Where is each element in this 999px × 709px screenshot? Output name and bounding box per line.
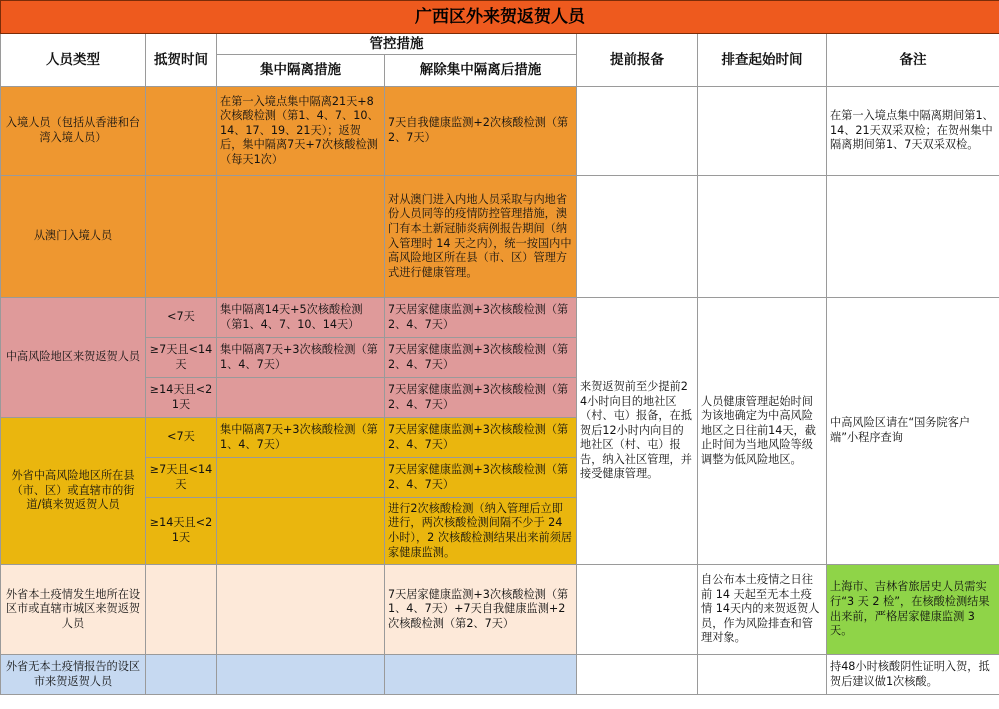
isolation-cell: 集中隔离14天+5次核酸检测（第1、4、7、10、14天） (217, 298, 385, 338)
person-type-cell: 从澳门入境人员 (1, 176, 146, 298)
header-after-isolation: 解除集中隔离后措施 (385, 55, 577, 87)
after-isolation-cell: 进行2次核酸检测（纳入管理后立即进行，两次核酸检测间隔不少于 24 小时），2 次核酸检测结果出来前须居家健康监测。 (385, 498, 577, 565)
report-cell (577, 565, 698, 655)
arrival-time-cell: ≥7天且<14天 (146, 458, 217, 498)
shared-start-time-cell: 人员健康管理起始时间为该地确定为中高风险地区之日往前14天，截止时间为当地风险等级调整为低风险地区。 (698, 298, 827, 565)
header-remarks: 备注 (827, 34, 999, 87)
arrival-time-cell (146, 87, 217, 176)
person-type-cell: 中高风险地区来贺返贺人员 (1, 298, 146, 418)
arrival-time-cell: <7天 (146, 298, 217, 338)
isolation-cell: 集中隔离7天+3次核酸检测（第1、4、7天） (217, 418, 385, 458)
person-type-cell: 外省无本土疫情报告的设区市来贺返贺人员 (1, 655, 146, 695)
report-cell (577, 176, 698, 298)
header-centralized-isolation: 集中隔离措施 (217, 55, 385, 87)
start-time-cell (698, 655, 827, 695)
table-row (1, 565, 999, 655)
arrival-time-cell: ≥14天且<21天 (146, 378, 217, 418)
table-row (1, 176, 999, 298)
isolation-cell (217, 498, 385, 565)
arrival-time-cell (146, 655, 217, 695)
arrival-time-cell: <7天 (146, 418, 217, 458)
after-isolation-cell: 7天居家健康监测+3次核酸检测（第1、4、7天）+7天自我健康监测+2次核酸检测（第2、7天） (385, 565, 577, 655)
header-advance-report: 提前报备 (577, 34, 698, 87)
person-type-cell: 外省本土疫情发生地所在设区市或直辖市城区来贺返贺人员 (1, 565, 146, 655)
start-time-cell: 自公布本土疫情之日往前 14 天起至无本土疫情 14天内的来贺返贺人员，作为风险排查和管理对象。 (698, 565, 827, 655)
remark-cell (827, 176, 999, 298)
report-cell (577, 655, 698, 695)
isolation-cell (217, 458, 385, 498)
person-type-cell: 入境人员（包括从香港和台湾入境人员） (1, 87, 146, 176)
start-time-cell (698, 87, 827, 176)
after-isolation-cell (385, 655, 577, 695)
after-isolation-cell: 7天自我健康监测+2次核酸检测（第2、7天） (385, 87, 577, 176)
shared-remark-cell: 中高风险区请在“国务院客户端”小程序查询 (827, 298, 999, 565)
after-isolation-cell: 7天居家健康监测+3次核酸检测（第2、4、7天） (385, 338, 577, 378)
isolation-cell (217, 565, 385, 655)
remark-cell: 上海市、吉林省旅居史人员需实行“3 天 2 检”，在核酸检测结果出来前，严格居家健康监测 3 天。 (827, 565, 999, 655)
after-isolation-cell: 7天居家健康监测+3次核酸检测（第2、4、7天） (385, 378, 577, 418)
after-isolation-cell: 对从澳门进入内地人员采取与内地省份人员同等的疫情防控管理措施，澳门有本土新冠肺炎病例报告期间（纳入管理时 14 天之内），统一按国内中高风险地区所在县（市、区）管理方式进行健康管理。 (385, 176, 577, 298)
shared-report-cell: 来贺返贺前至少提前24小时向目的地社区（村、屯）报备，在抵贺后12小时内向目的地社区（村、屯）报告，纳入社区管理，并接受健康管理。 (577, 298, 698, 565)
table-title: 广西区外来贺返贺人员 (1, 1, 999, 34)
isolation-cell (217, 655, 385, 695)
header-arrival-time: 抵贺时间 (146, 34, 217, 87)
arrival-time-cell: ≥7天且<14天 (146, 338, 217, 378)
arrival-time-cell (146, 176, 217, 298)
table-row (1, 87, 999, 176)
arrival-time-cell (146, 565, 217, 655)
isolation-cell: 集中隔离7天+3次核酸检测（第1、4、7天） (217, 338, 385, 378)
person-type-cell: 外省中高风险地区所在县（市、区）或直辖市的街道/镇来贺返贺人员 (1, 418, 146, 565)
remark-cell: 在第一入境点集中隔离期间第1、14、21天双采双检；在贺州集中隔离期间第1、7天双采双检。 (827, 87, 999, 176)
isolation-cell (217, 378, 385, 418)
table-row (1, 298, 999, 338)
isolation-cell: 在第一入境点集中隔离21天+8次核酸检测（第1、4、7、10、14、17、19、21天）；返贺后，集中隔离7天+7次核酸检测（每天1次） (217, 87, 385, 176)
header-screening-start: 排查起始时间 (698, 34, 827, 87)
after-isolation-cell: 7天居家健康监测+3次核酸检测（第2、4、7天） (385, 418, 577, 458)
after-isolation-cell: 7天居家健康监测+3次核酸检测（第2、4、7天） (385, 298, 577, 338)
remark-cell: 持48小时核酸阴性证明入贺，抵贺后建议做1次核酸。 (827, 655, 999, 695)
table-row (1, 655, 999, 695)
header-person-type: 人员类型 (1, 34, 146, 87)
start-time-cell (698, 176, 827, 298)
arrival-time-cell: ≥14天且<21天 (146, 498, 217, 565)
header-control-measures: 管控措施 (217, 34, 577, 55)
after-isolation-cell: 7天居家健康监测+3次核酸检测（第2、4、7天） (385, 458, 577, 498)
isolation-cell (217, 176, 385, 298)
report-cell (577, 87, 698, 176)
